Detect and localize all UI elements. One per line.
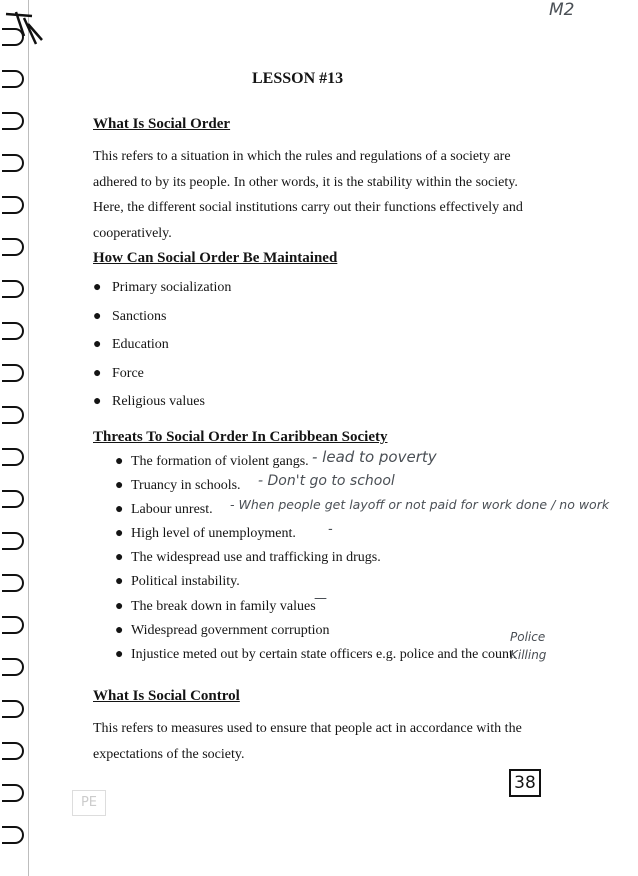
list-item-text: Truancy in schools. <box>131 478 241 494</box>
bullet-icon: ● <box>93 337 102 352</box>
list-item <box>93 337 231 366</box>
bullet-icon: ● <box>93 394 102 409</box>
list-item-text: Widespread government corruption <box>131 622 330 638</box>
bullet-icon: ● <box>115 526 124 542</box>
list-item <box>93 309 231 338</box>
list-item-text: High level of unemployment. <box>131 526 296 542</box>
list-item <box>93 394 231 423</box>
list-item-text: The break down in family values <box>131 598 316 614</box>
bullet-icon: ● <box>115 454 124 469</box>
heading-social-order: What Is Social Order <box>93 116 231 132</box>
heading-maintain-order: How Can Social Order Be Maintained <box>93 250 338 266</box>
handwritten-note-gangs: - lead to poverty <box>312 448 437 466</box>
binding-ring <box>2 112 24 130</box>
header-mark: M2 <box>549 0 575 20</box>
social-order-paragraph <box>93 144 533 246</box>
binding-ring <box>2 448 24 466</box>
list-item <box>115 647 516 671</box>
bullet-icon: ● <box>115 478 124 494</box>
spiral-binding <box>0 0 30 876</box>
lesson-title: LESSON #13 <box>252 70 344 87</box>
faint-stamp: PE <box>72 790 106 816</box>
binding-ring <box>2 742 24 760</box>
list-item-text: Injustice meted out by certain state officers e.g. police and the count. <box>131 646 517 662</box>
handwritten-note-police: Police <box>510 630 546 644</box>
list-item-text: Education <box>112 337 169 352</box>
bullet-icon: ● <box>115 502 124 518</box>
social-control-paragraph <box>93 716 533 767</box>
binding-ring <box>2 280 24 298</box>
binding-ring <box>2 826 24 844</box>
page-edge <box>28 0 29 876</box>
list-item-text: Political instability. <box>131 574 240 590</box>
paragraph-line: cooperatively. <box>93 225 172 241</box>
binding-ring <box>2 574 24 592</box>
bullet-icon: ● <box>93 280 102 295</box>
list-item-text: Force <box>112 365 144 381</box>
handwritten-note-labour: - When people get layoff or not paid for work done / no work <box>230 497 610 512</box>
list-item <box>115 623 516 647</box>
list-item-text: Sanctions <box>112 308 167 324</box>
binding-ring <box>2 196 24 214</box>
binding-ring <box>2 490 24 508</box>
heading-threats: Threats To Social Order In Caribbean Society <box>93 429 388 445</box>
list-item <box>115 550 516 574</box>
handwritten-note-unemployment: - <box>328 522 333 537</box>
binding-ring <box>2 658 24 676</box>
binding-ring <box>2 70 24 88</box>
handwritten-note-family: — <box>314 591 327 606</box>
list-item-text: The widespread use and trafficking in drugs. <box>131 550 381 566</box>
bullet-icon: ● <box>115 574 124 590</box>
list-item-text: Labour unrest. <box>131 502 213 518</box>
bullet-icon: ● <box>93 365 102 381</box>
paragraph-line: This refers to measures used to ensure that people act in accordance with the <box>93 721 522 736</box>
bullet-icon: ● <box>115 598 124 614</box>
paragraph-line: adhered to by its people. In other words, it is the stability within the society. <box>93 174 518 190</box>
binding-ring <box>2 532 24 550</box>
binding-ring <box>2 406 24 424</box>
binding-ring <box>2 364 24 382</box>
list-item <box>115 526 516 550</box>
paragraph-line: expectations of the society. <box>93 746 245 762</box>
list-item-text: Primary socialization <box>112 280 232 295</box>
bullet-icon: ● <box>115 550 124 566</box>
list-item-text: The formation of violent gangs. <box>131 454 309 469</box>
list-item <box>93 280 231 309</box>
binding-ring <box>2 238 24 256</box>
binding-ring <box>2 784 24 802</box>
heading-social-control: What Is Social Control <box>93 688 240 704</box>
handwritten-note-killing: Killing <box>510 648 547 662</box>
binding-ring <box>2 154 24 172</box>
paragraph-line: This refers to a situation in which the rules and regulations of a society are <box>93 149 511 164</box>
bullet-icon: ● <box>115 646 124 662</box>
list-item <box>93 366 231 395</box>
binding-ring <box>2 616 24 634</box>
maintain-order-list <box>93 280 231 423</box>
handwritten-note-truancy: - Don't go to school <box>258 473 395 489</box>
paragraph-line: Here, the different social institutions carry out their functions effectively and <box>93 200 523 215</box>
list-item-text: Religious values <box>112 394 205 409</box>
corner-pen-mark <box>2 6 48 56</box>
bullet-icon: ● <box>115 622 124 638</box>
binding-ring <box>2 322 24 340</box>
page-number: 38 <box>509 769 541 797</box>
binding-ring <box>2 700 24 718</box>
bullet-icon: ● <box>93 308 102 324</box>
